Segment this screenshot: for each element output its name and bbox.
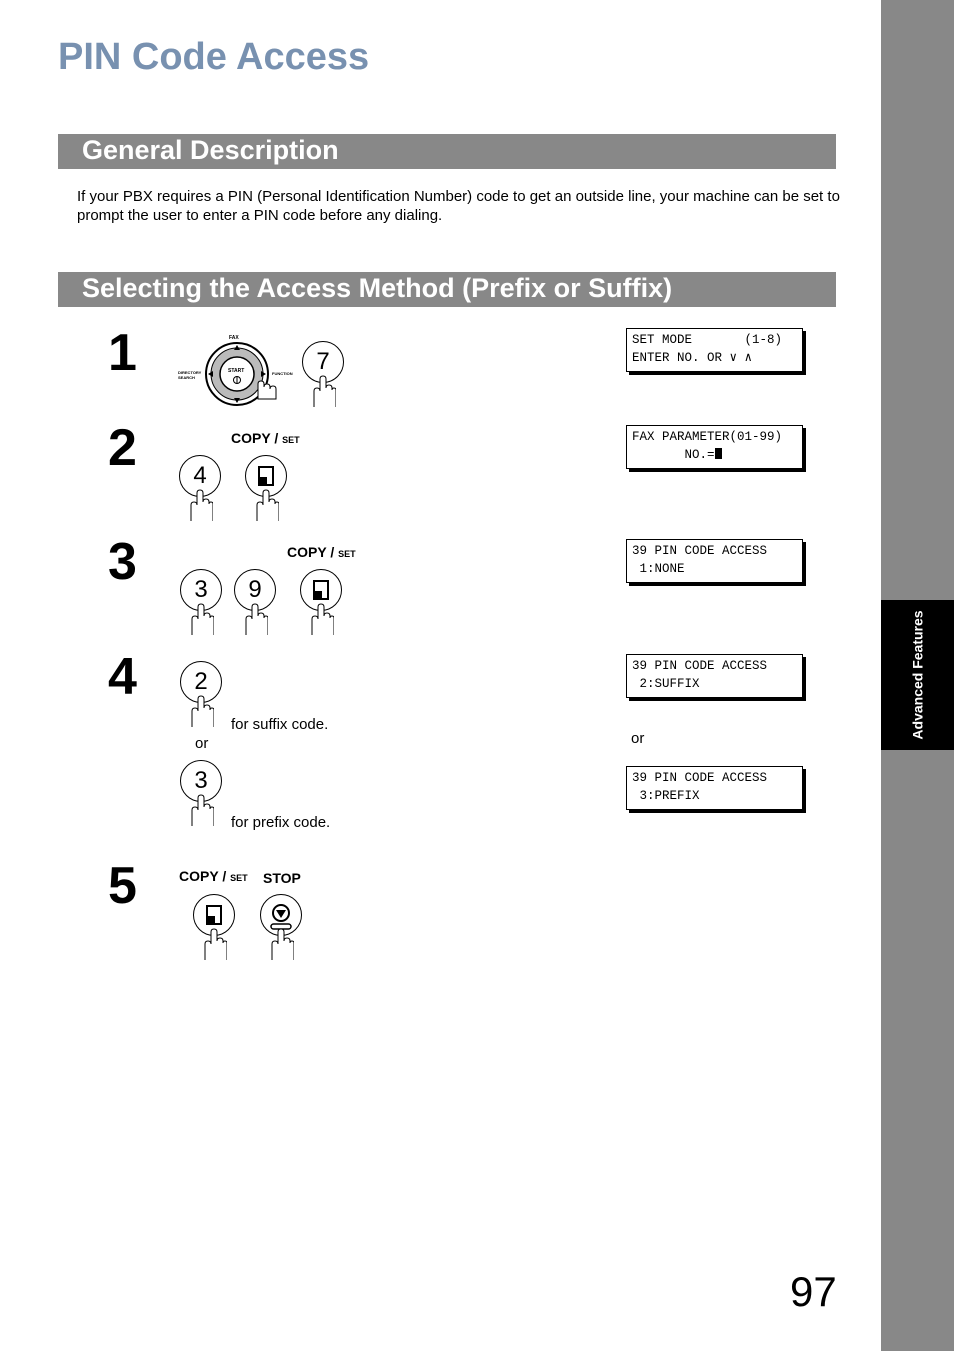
lcd-display (626, 425, 803, 469)
finger-press-icon (242, 601, 268, 635)
lcd-display (626, 328, 803, 372)
section-header-general (58, 134, 836, 169)
finger-press-icon (253, 487, 279, 521)
section-header-selecting (58, 272, 836, 307)
lcd-display (626, 766, 803, 810)
lcd-line-1: 39 PIN CODE ACCESS (632, 544, 768, 558)
control-panel-dial[interactable] (178, 330, 296, 410)
or-text: or (631, 730, 645, 747)
page-number: 97 (790, 1268, 837, 1315)
lcd-line-2-wrap (632, 446, 722, 464)
step-number: 3 (108, 533, 137, 591)
side-tab-label-wrap (881, 600, 954, 750)
finger-press-icon (188, 792, 214, 826)
step-number: 1 (108, 324, 137, 382)
finger-press-icon (188, 601, 214, 635)
lcd-cursor (715, 448, 722, 459)
finger-press-icon (188, 693, 214, 727)
step-number: 4 (108, 648, 137, 706)
key-2-label: 2 (180, 661, 222, 703)
stop-label: STOP (263, 870, 301, 886)
key-9-label: 9 (234, 569, 276, 611)
finger-press-icon (310, 373, 336, 407)
side-tab-label: Advanced Features (909, 610, 925, 740)
copy-set-label: COPY / SET (231, 430, 300, 446)
lcd-display (626, 539, 803, 583)
set-label: SET (230, 873, 248, 883)
suffix-note: for suffix code. (231, 716, 329, 733)
step-number: 2 (108, 419, 137, 477)
key-3-label: 3 (180, 569, 222, 611)
key-7-label: 7 (302, 341, 344, 383)
directory-search-label: DIRECTORY SEARCH (178, 370, 202, 380)
finger-press-icon (308, 601, 334, 635)
lcd-display (626, 654, 803, 698)
key-3-label: 3 (180, 760, 222, 802)
copy-label: COPY (231, 430, 271, 446)
finger-press-icon (187, 487, 213, 521)
copy-set-icon (311, 579, 331, 601)
function-label: FUNCTION (272, 371, 293, 376)
fax-label: FAX (229, 335, 239, 341)
finger-press-icon (268, 926, 294, 960)
step-number: 5 (108, 857, 137, 915)
or-text: or (195, 735, 209, 752)
copy-set-label: COPY / SET (179, 868, 248, 884)
page-title: PIN Code Access (58, 36, 370, 78)
copy-label: COPY (179, 868, 219, 884)
copy-label: COPY (287, 544, 327, 560)
set-label: SET (282, 435, 300, 445)
finger-press-icon (201, 926, 227, 960)
lcd-line-1: 39 PIN CODE ACCESS (632, 659, 768, 673)
lcd-line-1: SET MODE (1-8) (632, 333, 783, 347)
section-heading: Selecting the Access Method (Prefix or Suffix) (82, 273, 673, 303)
start-label: START (228, 368, 245, 374)
prefix-note: for prefix code. (231, 814, 331, 831)
section-heading: General Description (82, 135, 339, 165)
lcd-line-2: 1:NONE (632, 562, 685, 576)
copy-set-icon (256, 465, 276, 487)
key-4-label: 4 (179, 455, 221, 497)
lcd-line-1: 39 PIN CODE ACCESS (632, 771, 768, 785)
description-text: If your PBX requires a PIN (Personal Identification Number) code to get an outside line, your machine can be set to prompt the user to enter a PIN code before any dialing. (77, 188, 840, 224)
lcd-line-2: 3:PREFIX (632, 789, 700, 803)
lcd-line-1: FAX PARAMETER(01-99) (632, 430, 783, 444)
lcd-line-2: ENTER NO. OR ∨ ∧ (632, 351, 753, 365)
copy-set-label: COPY / SET (287, 544, 356, 560)
lcd-line-2: NO.= (632, 448, 715, 462)
copy-set-icon (204, 904, 224, 926)
set-label: SET (338, 549, 356, 559)
lcd-line-2: 2:SUFFIX (632, 677, 700, 691)
